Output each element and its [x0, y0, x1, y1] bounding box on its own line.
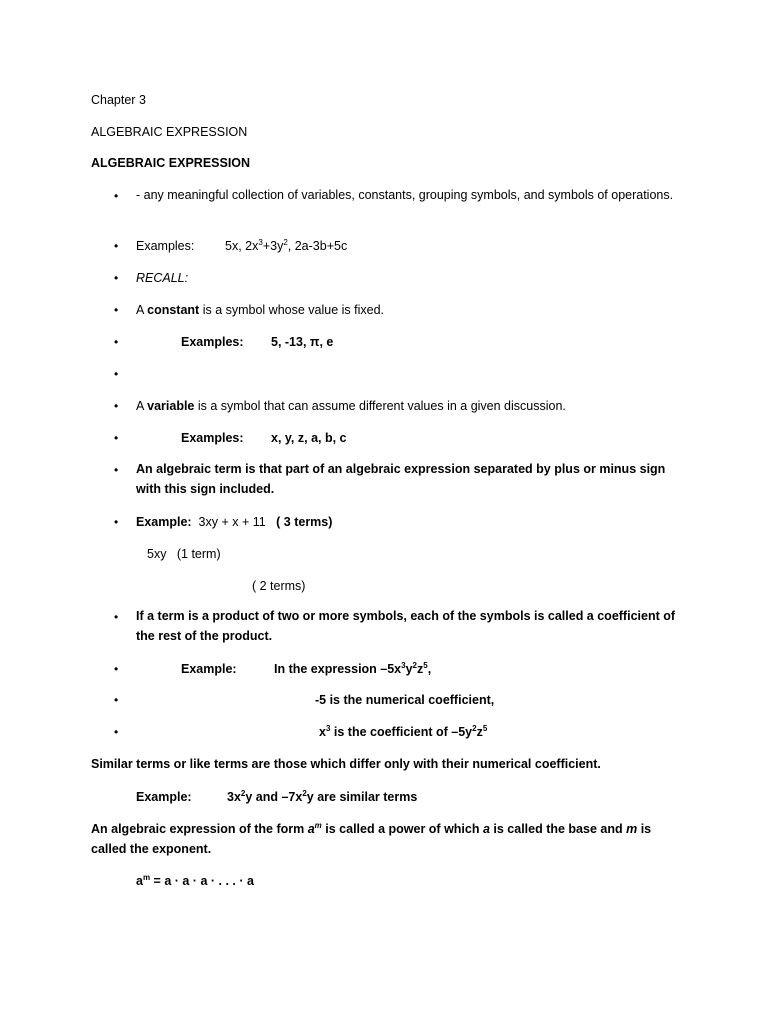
example-three-terms: Example: 3xy + x + 11 ( 3 terms)	[136, 515, 333, 529]
algebraic-term-definition: An algebraic term is that part of an algebraic expression separated by plus or minus sign with this sign included.	[136, 462, 666, 496]
coefficient-of-line: $x^3$ is the coefficient of $-5y^2z^5$	[319, 724, 488, 739]
bullet: •	[114, 463, 119, 477]
bullet: •	[114, 303, 119, 317]
coefficient-example: Example: In the expression $-5x^3y^2z^5$,	[181, 661, 432, 676]
example-expr: 5x, $2x^3+3y^2$, 2a-3b+5c	[225, 238, 348, 253]
similar-terms-example: Example: $3x^2y$ and $-7x^2y$ are similar terms	[136, 789, 418, 804]
bullet: •	[114, 399, 119, 413]
variable-definition: A variable is a symbol that can assume different values in a given discussion.	[136, 399, 566, 413]
examples-line	[136, 238, 347, 254]
bullet: •	[114, 271, 119, 285]
example-two-terms: ( 2 terms)	[252, 579, 306, 593]
bullet: •	[114, 189, 119, 203]
variable-examples: Examples: x, y, z, a, b, c	[181, 431, 347, 445]
bullet: •	[114, 239, 119, 253]
power-formula: $a^m = a \cdot a \cdot a$ · . . . · a	[136, 873, 254, 888]
bullet: •	[114, 515, 119, 529]
example-one-term: 5xy (1 term)	[147, 547, 221, 561]
section-heading-bold: ALGEBRAIC EXPRESSION	[91, 156, 251, 170]
bullet: •	[114, 725, 119, 739]
chapter-label: Chapter 3	[91, 93, 146, 107]
similar-terms-definition: Similar terms or like terms are those which differ only with their numerical coefficient.	[91, 757, 601, 771]
bullet: •	[114, 335, 119, 349]
bullet: •	[114, 693, 119, 707]
bullet: •	[114, 367, 119, 381]
constant-examples: Examples: 5, -13, π, e	[181, 335, 334, 349]
coefficient-definition: If a term is a product of two or more symbols, each of the symbols is called a coefficient of the rest of the product.	[136, 609, 676, 643]
constant-definition: A constant is a symbol whose value is fixed.	[136, 303, 385, 317]
definition-text: - any meaningful collection of variables, constants, grouping symbols, and symbols of operations.	[136, 188, 674, 202]
section-heading: ALGEBRAIC EXPRESSION	[91, 125, 248, 139]
power-definition: An algebraic expression of the form $a^m$ is called a power of which a is called the base and m is called the exponent.	[91, 821, 652, 856]
numerical-coefficient-line: -5 is the numerical coefficient,	[315, 693, 495, 707]
bullet: •	[114, 610, 119, 624]
examples-label: Examples:	[136, 239, 195, 253]
recall-label: RECALL:	[136, 271, 189, 285]
bullet: •	[114, 662, 119, 676]
bullet: •	[114, 431, 119, 445]
